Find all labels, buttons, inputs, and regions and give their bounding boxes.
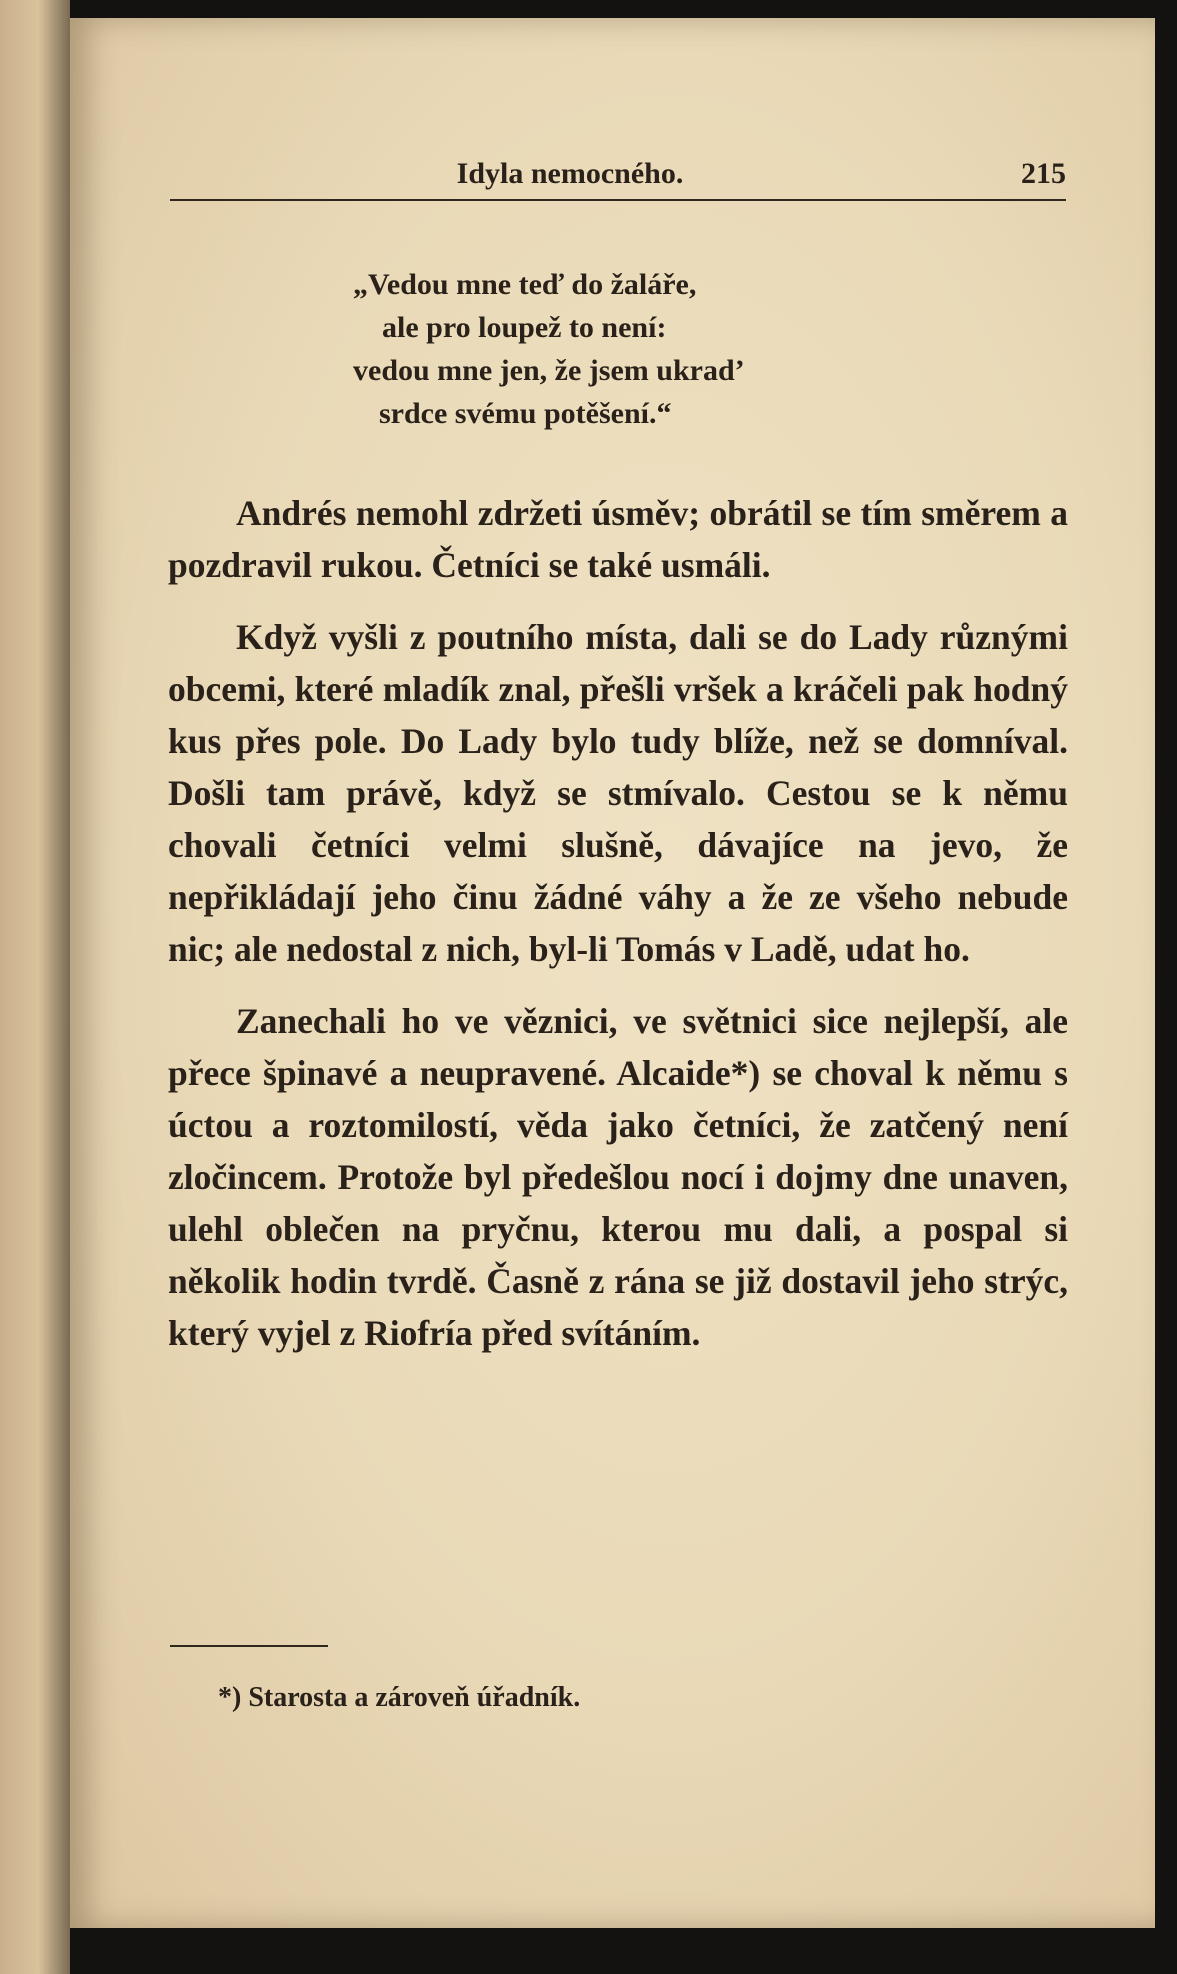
adjacent-page-edge — [0, 0, 70, 1974]
paragraph: Zanechali ho ve věznici, ve světnici sice nejlepší, ale přece špinavé a neupravené. Alcaide*) se choval k němu s úctou a roztomilostí, věda jako četníci, že zatčený není zločincem. Protože byl předešlou nocí i dojmy dne unaven, ulehl oblečen na pryčnu, kterou mu dali, a pospal si několik hodin tvrdě. Časně z rána se již dostavil jeho strýc, který vyjel z Riofría před svítáním. — [168, 1001, 1068, 1353]
footnote-rule — [170, 1645, 328, 1647]
book-page — [70, 18, 1155, 1928]
verse-line: ale pro loupež to není: — [382, 311, 667, 344]
verse-line: srdce svému potěšení.“ — [379, 397, 672, 430]
page-number: 215 — [1021, 157, 1066, 190]
running-head: Idyla nemocného. — [456, 157, 684, 190]
page-header — [170, 143, 1066, 201]
verse-line: vedou mne jen, že jsem ukrad’ — [353, 354, 745, 387]
footnote: *) Starosta a zároveň úřadník. — [218, 1682, 581, 1713]
verse-stanza — [168, 263, 1068, 435]
paragraph: Andrés nemohl zdržeti úsměv; obrátil se tím směrem a pozdravil rukou. Četníci se také usmáli. — [168, 493, 1068, 585]
verse-line: „Vedou mne teď do žaláře, — [353, 268, 697, 301]
page-body — [168, 263, 1068, 1379]
paragraph: Když vyšli z poutního místa, dali se do Lady různými obcemi, které mladík znal, přešli vršek a kráčeli pak hodný kus přes pole. Do Lady bylo tudy blíže, než se domníval. Došli tam právě, když se stmívalo. Cestou se k němu chovali četníci velmi slušně, dávajíce na jevo, že nepřikládají jeho činu žádné váhy a že ze všeho nebude nic; ale nedostal z nich, byl-li Tomás v Ladě, udat ho. — [168, 617, 1068, 969]
